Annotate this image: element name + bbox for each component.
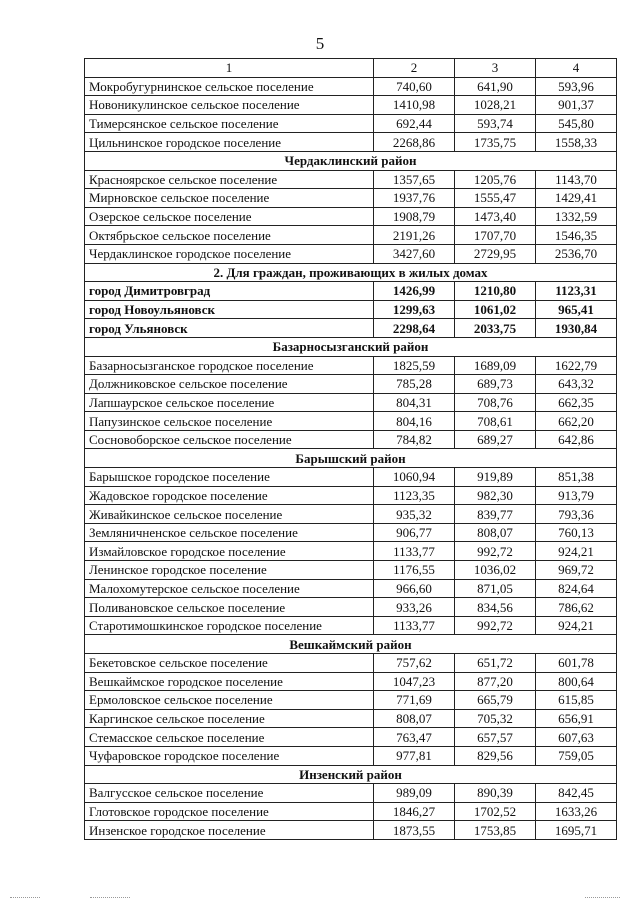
column-header-4: 4 (536, 59, 617, 78)
settlement-name-cell: Базарносызганское городское поселение (85, 356, 374, 375)
settlement-name-cell: Инзенское городское поселение (85, 821, 374, 840)
value-cell-col4: 642,86 (536, 430, 617, 449)
value-cell-col3: 1028,21 (455, 96, 536, 115)
table-row (85, 282, 617, 301)
table-row (85, 616, 617, 635)
value-cell-col3: 982,30 (455, 486, 536, 505)
value-cell-col2: 1176,55 (374, 561, 455, 580)
value-cell-col3: 1735,75 (455, 133, 536, 152)
section-header-row (85, 765, 617, 784)
settlement-name-cell: Лапшаурское сельское поселение (85, 393, 374, 412)
value-cell-col2: 935,32 (374, 505, 455, 524)
value-cell-col3: 2033,75 (455, 319, 536, 338)
value-cell-col3: 839,77 (455, 505, 536, 524)
value-cell-col4: 1695,71 (536, 821, 617, 840)
value-cell-col2: 771,69 (374, 691, 455, 710)
value-cell-col2: 1426,99 (374, 282, 455, 301)
value-cell-col3: 1689,09 (455, 356, 536, 375)
value-cell-col3: 1555,47 (455, 189, 536, 208)
settlement-name-cell: Стемасское сельское поселение (85, 728, 374, 747)
value-cell-col2: 1123,35 (374, 486, 455, 505)
section-title: 2. Для граждан, проживающих в жилых домах (85, 263, 617, 282)
value-cell-col2: 804,16 (374, 412, 455, 431)
value-cell-col2: 3427,60 (374, 244, 455, 263)
value-cell-col3: 705,32 (455, 709, 536, 728)
value-cell-col4: 1633,26 (536, 802, 617, 821)
table-row (85, 375, 617, 394)
table-row (85, 784, 617, 803)
value-cell-col2: 989,09 (374, 784, 455, 803)
table-row (85, 728, 617, 747)
value-cell-col2: 757,62 (374, 654, 455, 673)
settlement-name-cell: Ермоловское сельское поселение (85, 691, 374, 710)
value-cell-col2: 784,82 (374, 430, 455, 449)
value-cell-col4: 643,32 (536, 375, 617, 394)
table-row (85, 523, 617, 542)
table-row (85, 170, 617, 189)
value-cell-col4: 924,21 (536, 616, 617, 635)
table-row (85, 802, 617, 821)
value-cell-col4: 1143,70 (536, 170, 617, 189)
settlement-name-cell: Чуфаровское городское поселение (85, 746, 374, 765)
value-cell-col4: 593,96 (536, 77, 617, 96)
value-cell-col2: 933,26 (374, 598, 455, 617)
settlement-name-cell: Озерское сельское поселение (85, 207, 374, 226)
value-cell-col3: 641,90 (455, 77, 536, 96)
settlement-name-cell: Каргинское сельское поселение (85, 709, 374, 728)
value-cell-col4: 656,91 (536, 709, 617, 728)
value-cell-col4: 759,05 (536, 746, 617, 765)
value-cell-col2: 808,07 (374, 709, 455, 728)
value-cell-col2: 763,47 (374, 728, 455, 747)
settlement-name-cell: Бекетовское сельское поселение (85, 654, 374, 673)
value-cell-col3: 2729,95 (455, 244, 536, 263)
value-cell-col4: 965,41 (536, 300, 617, 319)
value-cell-col4: 1429,41 (536, 189, 617, 208)
value-cell-col3: 890,39 (455, 784, 536, 803)
section-header-row (85, 635, 617, 654)
section-header-row (85, 337, 617, 356)
section-title: Базарносызганский район (85, 337, 617, 356)
table-row (85, 579, 617, 598)
value-cell-col4: 800,64 (536, 672, 617, 691)
value-cell-col2: 977,81 (374, 746, 455, 765)
value-cell-col4: 1558,33 (536, 133, 617, 152)
settlement-name-cell: Мокробугурнинское сельское поселение (85, 77, 374, 96)
section-header-row (85, 151, 617, 170)
value-cell-col3: 665,79 (455, 691, 536, 710)
settlement-name-cell: город Димитровград (85, 282, 374, 301)
value-cell-col4: 607,63 (536, 728, 617, 747)
value-cell-col4: 1546,35 (536, 226, 617, 245)
settlement-name-cell: Папузинское сельское поселение (85, 412, 374, 431)
settlement-name-cell: Жадовское городское поселение (85, 486, 374, 505)
value-cell-col4: 1930,84 (536, 319, 617, 338)
value-cell-col3: 834,56 (455, 598, 536, 617)
value-cell-col4: 851,38 (536, 468, 617, 487)
value-cell-col2: 1299,63 (374, 300, 455, 319)
settlement-name-cell: Тимерсянское сельское поселение (85, 114, 374, 133)
table-row (85, 96, 617, 115)
table-row (85, 821, 617, 840)
value-cell-col2: 1357,65 (374, 170, 455, 189)
settlement-name-cell: Глотовское городское поселение (85, 802, 374, 821)
value-cell-col4: 2536,70 (536, 244, 617, 263)
table-row (85, 505, 617, 524)
table-row (85, 244, 617, 263)
value-cell-col2: 1133,77 (374, 616, 455, 635)
section-header-row (85, 263, 617, 282)
settlement-name-cell: город Ульяновск (85, 319, 374, 338)
section-title: Инзенский район (85, 765, 617, 784)
value-cell-col4: 662,20 (536, 412, 617, 431)
value-cell-col2: 1873,55 (374, 821, 455, 840)
settlement-name-cell: Октябрьское сельское поселение (85, 226, 374, 245)
value-cell-col4: 901,37 (536, 96, 617, 115)
value-cell-col3: 708,76 (455, 393, 536, 412)
value-cell-col3: 871,05 (455, 579, 536, 598)
table-row (85, 77, 617, 96)
value-cell-col3: 1707,70 (455, 226, 536, 245)
table-row (85, 300, 617, 319)
value-cell-col2: 2298,64 (374, 319, 455, 338)
value-cell-col3: 1702,52 (455, 802, 536, 821)
value-cell-col4: 924,21 (536, 542, 617, 561)
settlement-name-cell: Малохомутерское сельское поселение (85, 579, 374, 598)
value-cell-col3: 1753,85 (455, 821, 536, 840)
table-row (85, 672, 617, 691)
settlement-name-cell: Должниковское сельское поселение (85, 375, 374, 394)
table-row (85, 561, 617, 580)
table-row (85, 133, 617, 152)
value-cell-col4: 786,62 (536, 598, 617, 617)
value-cell-col4: 1332,59 (536, 207, 617, 226)
value-cell-col4: 969,72 (536, 561, 617, 580)
settlement-name-cell: Вешкаймское городское поселение (85, 672, 374, 691)
value-cell-col2: 2268,86 (374, 133, 455, 152)
settlement-name-cell: Валгусское сельское поселение (85, 784, 374, 803)
table-row (85, 430, 617, 449)
value-cell-col2: 1047,23 (374, 672, 455, 691)
table-body (85, 77, 617, 839)
settlement-name-cell: Мирновское сельское поселение (85, 189, 374, 208)
column-header-2: 2 (374, 59, 455, 78)
value-cell-col4: 1622,79 (536, 356, 617, 375)
value-cell-col2: 1825,59 (374, 356, 455, 375)
value-cell-col2: 1937,76 (374, 189, 455, 208)
value-cell-col2: 1908,79 (374, 207, 455, 226)
settlement-name-cell: Барышское городское поселение (85, 468, 374, 487)
value-cell-col3: 1061,02 (455, 300, 536, 319)
value-cell-col4: 615,85 (536, 691, 617, 710)
value-cell-col3: 1473,40 (455, 207, 536, 226)
value-cell-col2: 740,60 (374, 77, 455, 96)
value-cell-col3: 689,27 (455, 430, 536, 449)
value-cell-col2: 692,44 (374, 114, 455, 133)
section-header-row (85, 449, 617, 468)
value-cell-col4: 1123,31 (536, 282, 617, 301)
section-title: Вешкаймский район (85, 635, 617, 654)
page-number: 5 (315, 34, 325, 53)
value-cell-col3: 992,72 (455, 542, 536, 561)
settlement-name-cell: город Новоульяновск (85, 300, 374, 319)
value-cell-col3: 1036,02 (455, 561, 536, 580)
table-row (85, 598, 617, 617)
value-cell-col2: 2191,26 (374, 226, 455, 245)
value-cell-col3: 919,89 (455, 468, 536, 487)
value-cell-col2: 1060,94 (374, 468, 455, 487)
settlement-name-cell: Живайкинское сельское поселение (85, 505, 374, 524)
value-cell-col3: 829,56 (455, 746, 536, 765)
value-cell-col2: 966,60 (374, 579, 455, 598)
table-row (85, 709, 617, 728)
value-cell-col2: 1133,77 (374, 542, 455, 561)
value-cell-col3: 593,74 (455, 114, 536, 133)
value-cell-col3: 708,61 (455, 412, 536, 431)
value-cell-col4: 913,79 (536, 486, 617, 505)
settlement-name-cell: Цильнинское городское поселение (85, 133, 374, 152)
column-header-3: 3 (455, 59, 536, 78)
settlement-name-cell: Старотимошкинское городское поселение (85, 616, 374, 635)
settlement-name-cell: Новоникулинское сельское поселение (85, 96, 374, 115)
value-cell-col3: 651,72 (455, 654, 536, 673)
value-cell-col2: 1846,27 (374, 802, 455, 821)
value-cell-col4: 793,36 (536, 505, 617, 524)
value-cell-col3: 992,72 (455, 616, 536, 635)
value-cell-col4: 662,35 (536, 393, 617, 412)
settlement-name-cell: Земляничненское сельское поселение (85, 523, 374, 542)
section-title: Барышский район (85, 449, 617, 468)
value-cell-col3: 808,07 (455, 523, 536, 542)
table-row (85, 412, 617, 431)
table-row (85, 468, 617, 487)
value-cell-col2: 804,31 (374, 393, 455, 412)
value-cell-col3: 1210,80 (455, 282, 536, 301)
section-title: Чердаклинский район (85, 151, 617, 170)
value-cell-col2: 906,77 (374, 523, 455, 542)
settlement-name-cell: Измайловское городское поселение (85, 542, 374, 561)
value-cell-col4: 842,45 (536, 784, 617, 803)
column-header-1: 1 (85, 59, 374, 78)
table-row (85, 226, 617, 245)
table-row (85, 486, 617, 505)
scan-edge-marks (0, 895, 640, 899)
table-row (85, 654, 617, 673)
table-row (85, 189, 617, 208)
value-cell-col4: 545,80 (536, 114, 617, 133)
value-cell-col4: 760,13 (536, 523, 617, 542)
value-cell-col3: 657,57 (455, 728, 536, 747)
settlement-name-cell: Ленинское городское поселение (85, 561, 374, 580)
table-row (85, 207, 617, 226)
table-row (85, 114, 617, 133)
value-cell-col2: 785,28 (374, 375, 455, 394)
value-cell-col3: 689,73 (455, 375, 536, 394)
value-cell-col4: 824,64 (536, 579, 617, 598)
tariff-table-container (84, 58, 616, 840)
settlement-name-cell: Сосновоборское сельское поселение (85, 430, 374, 449)
table-row (85, 319, 617, 338)
settlement-name-cell: Красноярское сельское поселение (85, 170, 374, 189)
table-row (85, 691, 617, 710)
table-row (85, 356, 617, 375)
table-header-row (85, 59, 617, 78)
value-cell-col3: 877,20 (455, 672, 536, 691)
tariff-table (84, 58, 617, 840)
table-row (85, 393, 617, 412)
value-cell-col4: 601,78 (536, 654, 617, 673)
settlement-name-cell: Чердаклинское городское поселение (85, 244, 374, 263)
value-cell-col2: 1410,98 (374, 96, 455, 115)
value-cell-col3: 1205,76 (455, 170, 536, 189)
table-row (85, 746, 617, 765)
table-row (85, 542, 617, 561)
settlement-name-cell: Поливановское сельское поселение (85, 598, 374, 617)
